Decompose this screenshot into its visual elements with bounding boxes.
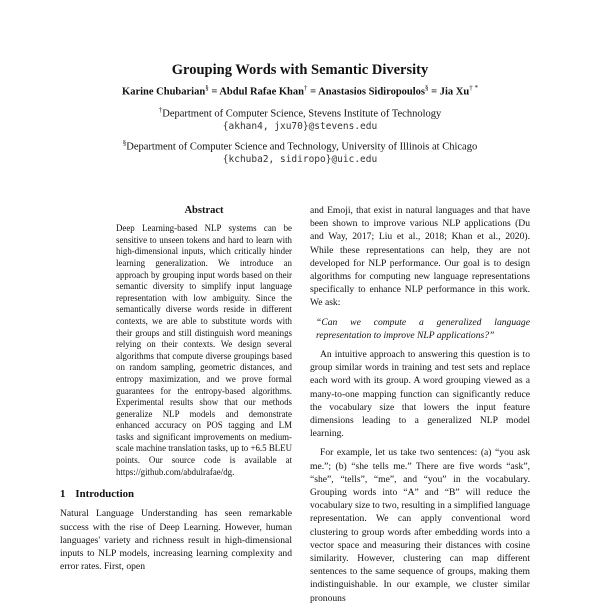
author-mark: § — [205, 84, 209, 92]
section-title: Introduction — [75, 488, 135, 501]
paper-title: Grouping Words with Semantic Diversity — [171, 62, 429, 78]
right-column — [310, 204, 530, 611]
author-separator: = — [208, 86, 220, 98]
section-heading-introduction — [60, 488, 236, 501]
author-mark: † * — [469, 84, 478, 92]
section-number: 1 — [60, 488, 66, 501]
author-name: Abdul Rafae Khan — [219, 86, 304, 98]
author-name: Karine Chubarian — [122, 86, 206, 98]
affiliation-text: Department of Computer Science and Technology, University of Illinois at Chicago — [126, 141, 478, 153]
author-mark: † — [303, 84, 308, 92]
research-question: “Can we compute a generalized language representation to improve NLP applications?” — [316, 316, 530, 341]
affiliation-text: Department of Computer Science, Stevens Institute of Technology — [162, 108, 442, 120]
affiliation-mark: § — [122, 139, 127, 147]
body-paragraph: and Emoji, that exist in natural languages and that have been shown to improve various NLP applications (Du and Way, 2017; Liu et al., 2018; Khan et al., 2020). While these representations can help, they are not developed for NLP performance. Our goal is to design algorithms for computing new language representations specifically to enhance NLP performance in this work. We ask: — [310, 205, 530, 309]
affiliation-mark: † — [158, 106, 163, 114]
author-line — [0, 84, 600, 98]
author-name: Jia Xu — [439, 86, 470, 98]
body-paragraph: An intuitive approach to answering this question is to group similar words in training and test sets and replace each word with its group. A word grouping viewed as a many-to-one mapping function can significantly reduce the vocabulary size that lowers the input feature dimensions leading to a generalized NLP model learning. — [310, 349, 530, 440]
author-mark: § — [425, 84, 429, 92]
left-column — [60, 204, 292, 573]
affiliation-uic — [0, 139, 600, 153]
abstract-body: Deep Learning-based NLP systems can be sensitive to unseen tokens and hard to learn with high-dimensional inputs, which critically hinder learning generalization. We introduce an approach by grouping input words based on their semantic diversity to simplify input language representation with low ambiguity. Since the semantically diverse words reside in different contexts, we are able to substitute words with their groups and still distinguish word meanings relying on their contexts. We design several algorithms that compute diverse groupings based on random sampling, geometric distances, and entropy maximization, and we prove formal guarantees for the entropy-based algorithms. Experimental results show that our methods generalize NLP models and demonstrate enhanced accuracy on POS tagging and LM tasks and significant improvements on medium-scale machine translation tasks, up to +6.5 BLEU points. Our source code is available at https://github.com/abdulrafae/dg. — [116, 223, 292, 477]
author-separator: = — [428, 86, 440, 98]
author-name: Anastasios Sidiropoulos — [318, 86, 425, 98]
affiliation-stevens — [0, 106, 600, 120]
email-stevens: {akhan4, jxu70}@stevens.edu — [222, 121, 378, 132]
intro-paragraph: Natural Language Understanding has seen remarkable success with the rise of Deep Learning. However, human languages' variety and richness result in high-dimensional inputs to NLP models, increasing learning complexity and error rates. First, open — [60, 508, 292, 573]
author-separator: = — [307, 86, 319, 98]
abstract-heading: Abstract — [184, 205, 224, 216]
body-paragraph: For example, let us take two sentences: (a) “you ask me.”; (b) “she tells me.” There are five words “ask”, “she”, “tells”, “me”, and “you” in the vocabulary. Grouping words into “A” and “B” will reduce the vocabulary size to two, resulting in a simplified language representation. We can apply conventional word clustering to group words after embedding words into a vector space and measuring their distances with cosine similarity. However, clustering can map different sentences to the same sequence of groups, making them indistinguishable. In our example, we cluster similar pronouns — [310, 447, 530, 604]
email-uic: {kchuba2, sidiropo}@uic.edu — [222, 154, 378, 165]
